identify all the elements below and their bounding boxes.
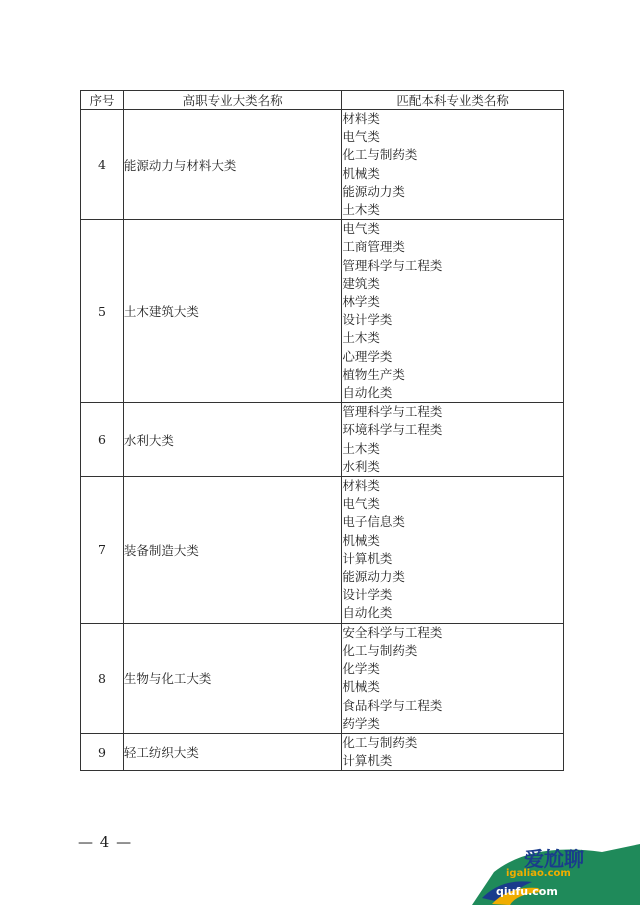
matching-category-item: 植物生产类 [342,366,405,382]
matching-category-item: 化工与制药类 [342,147,418,163]
matching-category-item: 土木类 [342,440,380,456]
table-row [81,477,564,624]
matching-category-item: 机械类 [342,532,380,548]
row-seq: 4 [81,110,124,220]
matching-category-item: 计算机类 [342,550,393,566]
matching-category-item: 心理学类 [342,348,393,364]
watermark-text: 爱尬聊 [524,847,584,871]
header-vocational-category: 高职专业大类名称 [123,91,341,110]
table-row [81,623,564,733]
matching-category-item: 林学类 [342,294,380,310]
matching-category-item: 电气类 [342,496,380,512]
row-matching-categories [342,220,564,403]
table-row [81,403,564,477]
matching-category-item: 药学类 [342,715,380,731]
watermark-url: igaliao.com [506,868,571,879]
row-vocational-category: 能源动力与材料大类 [123,110,341,220]
row-vocational-category: 生物与化工大类 [123,623,341,733]
row-matching-categories [342,733,564,770]
matching-category-item: 能源动力类 [342,569,405,585]
row-vocational-category: 装备制造大类 [123,477,341,624]
row-seq: 7 [81,477,124,624]
matching-category-item: 管理科学与工程类 [342,257,443,273]
matching-category-item: 电子信息类 [342,514,405,530]
matching-category-item: 水利类 [342,458,380,474]
row-matching-categories [342,403,564,477]
matching-category-item: 材料类 [342,478,380,494]
row-vocational-category: 水利大类 [123,403,341,477]
matching-category-item: 环境科学与工程类 [342,422,443,438]
row-vocational-category: 轻工纺织大类 [123,733,341,770]
matching-category-item: 机械类 [342,679,380,695]
matching-category-item: 工商管理类 [342,239,405,255]
table-row [81,110,564,220]
row-seq: 9 [81,733,124,770]
header-undergrad-category: 匹配本科专业类名称 [342,91,564,110]
matching-category-item: 材料类 [342,111,380,126]
matching-category-item: 食品科学与工程类 [342,697,443,713]
table-row [81,220,564,403]
matching-category-item: 化学类 [342,661,380,677]
matching-category-item: 能源动力类 [342,183,405,199]
matching-category-item: 计算机类 [342,753,393,769]
matching-category-item: 自动化类 [342,605,393,621]
row-seq: 5 [81,220,124,403]
matching-category-item: 设计学类 [342,587,393,603]
matching-category-item: 电气类 [342,221,380,237]
matching-category-item: 建筑类 [342,275,380,291]
row-matching-categories [342,110,564,220]
matching-category-item: 化工与制药类 [342,642,418,658]
matching-category-item: 机械类 [342,165,380,181]
matching-category-item: 土木类 [342,330,380,346]
matching-category-item: 土木类 [342,202,380,218]
matching-category-item: 管理科学与工程类 [342,404,443,420]
table-body [81,110,564,771]
watermark-url-secondary: qiufu.com [496,885,558,898]
page-number: — 4 — [78,833,133,851]
table-row [81,733,564,770]
matching-category-item: 电气类 [342,129,380,145]
major-matching-table [80,90,564,771]
matching-category-item: 自动化类 [342,385,393,401]
table-header-row [81,91,564,110]
matching-category-item: 设计学类 [342,312,393,328]
row-seq: 8 [81,623,124,733]
matching-category-item: 化工与制药类 [342,734,418,750]
row-matching-categories [342,477,564,624]
header-seq: 序号 [81,91,124,110]
row-matching-categories [342,623,564,733]
matching-category-item: 安全科学与工程类 [342,624,443,640]
row-vocational-category: 土木建筑大类 [123,220,341,403]
row-seq: 6 [81,403,124,477]
